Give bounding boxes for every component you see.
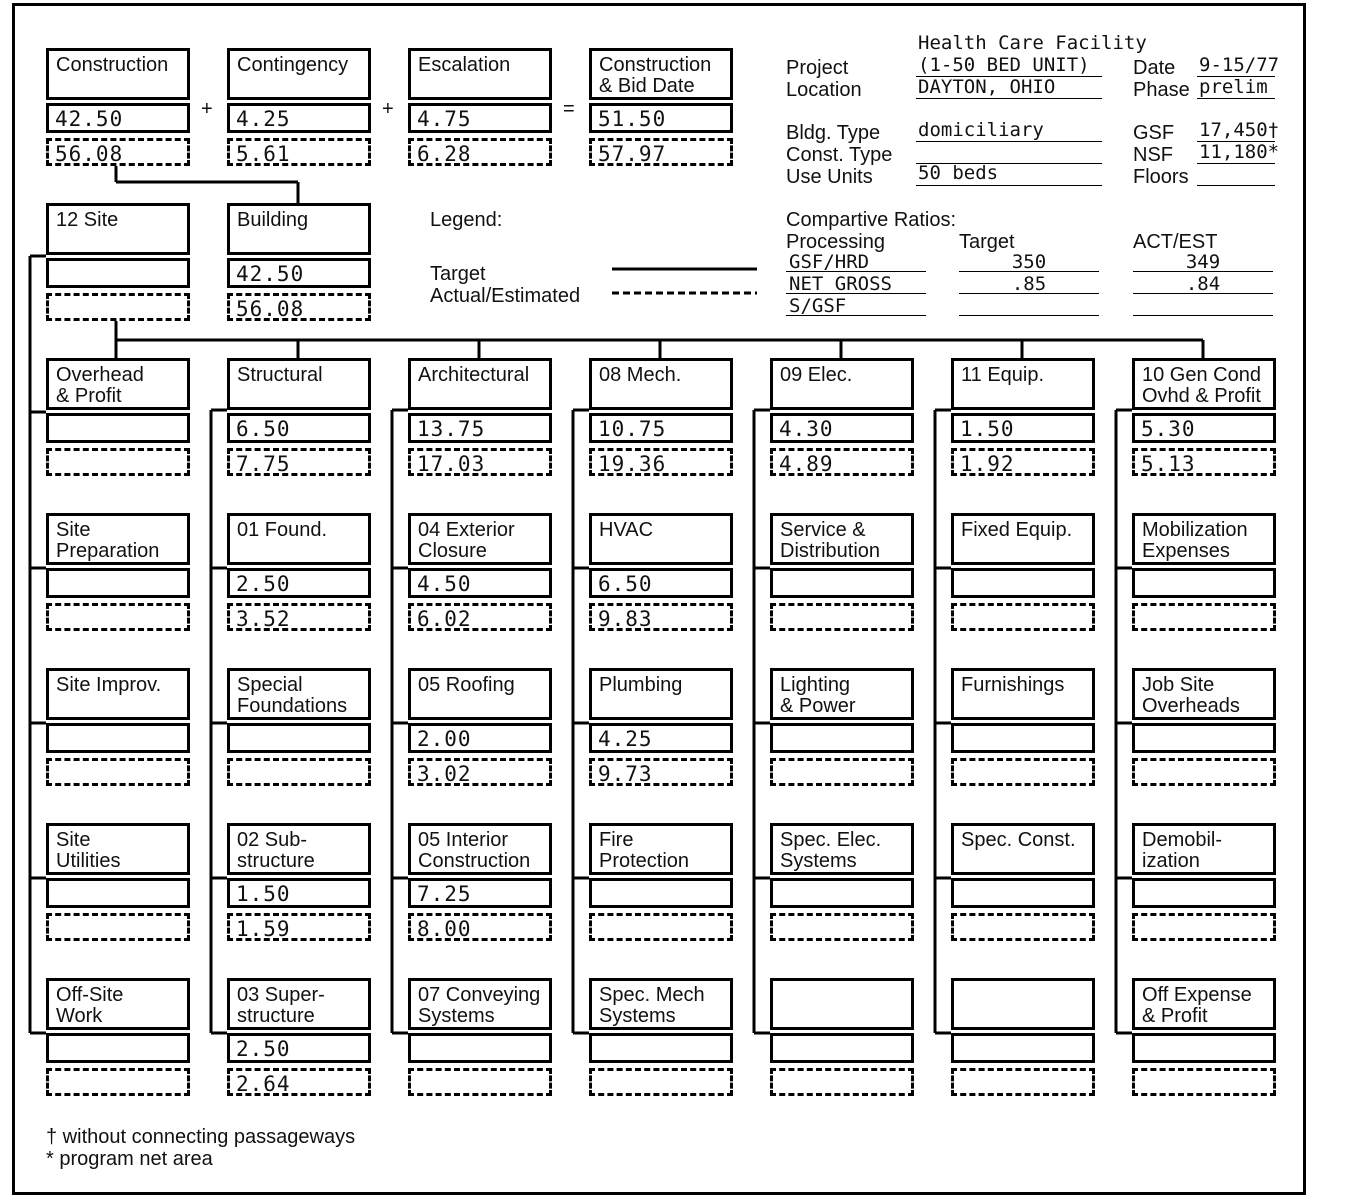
cost-element-target: 6.50: [236, 417, 291, 441]
cost-element-label: Site Utilities: [56, 829, 121, 872]
cost-element-label: 11 Equip.: [961, 364, 1045, 386]
cost-element-label: Plumbing: [599, 674, 683, 696]
gsf-label: GSF: [1133, 122, 1175, 144]
ratio-row-name: S/GSF: [789, 295, 847, 317]
ratios-title: Compartive Ratios:: [786, 209, 957, 231]
cost-element-target: 4.50: [417, 572, 472, 596]
ratio-underline: [786, 293, 926, 294]
ratios-col-target: Target: [959, 231, 1015, 253]
gsf-value: 17,450†: [1199, 119, 1280, 141]
cost-element-actual: 1.59: [236, 917, 291, 941]
cost-element-target: 7.25: [417, 882, 472, 906]
phase-label: Phase: [1133, 79, 1190, 101]
use-units-value: 50 beds: [918, 162, 999, 184]
cost-element-label: 08 Mech.: [599, 364, 682, 386]
use-units-underline: [916, 185, 1102, 186]
construction-actual: 56.08: [55, 142, 124, 166]
cost-element-actual: 5.13: [1141, 452, 1196, 476]
cost-element-target: 2.50: [236, 1037, 291, 1061]
cost-element-label: Fire Protection: [599, 829, 690, 872]
cost-element-actual: 7.75: [236, 452, 291, 476]
cost-element-label: 10 Gen Cond Ovhd & Profit: [1142, 364, 1261, 407]
cost-element-label: Spec. Elec. Systems: [780, 829, 882, 872]
const-type-label: Const. Type: [786, 144, 893, 166]
cost-element-target: 1.50: [960, 417, 1015, 441]
site-label: 12 Site: [56, 209, 119, 231]
construction-target: 42.50: [55, 107, 124, 131]
cost-element-label: 04 Exterior Closure: [418, 519, 515, 562]
cost-element-target: 10.75: [598, 417, 667, 441]
use-units-label: Use Units: [786, 166, 873, 188]
building-actual: 56.08: [236, 297, 305, 321]
ratios-col-processing: Processing: [786, 231, 885, 253]
ratio-underline: [786, 315, 926, 316]
contingency-actual: 5.61: [236, 142, 291, 166]
escalation-target: 4.75: [417, 107, 472, 131]
cost-element-label: 02 Sub- structure: [237, 829, 315, 872]
cost-element-label: Mobilization Expenses: [1142, 519, 1248, 562]
bldg-type-value: domiciliary: [918, 119, 1044, 141]
cost-element-label: 05 Roofing: [418, 674, 515, 696]
building-label: Building: [237, 209, 309, 231]
bid-label: Construction & Bid Date: [599, 54, 712, 97]
cost-element-actual: 3.02: [417, 762, 472, 786]
cost-element-label: Spec. Const.: [961, 829, 1076, 851]
escalation-label: Escalation: [418, 54, 511, 76]
cost-element-target: 4.25: [598, 727, 653, 751]
footnote-dagger: † without connecting passageways: [46, 1126, 356, 1148]
equals-sign: =: [563, 98, 575, 120]
cost-element-actual: 9.83: [598, 607, 653, 631]
ratio-underline: [1133, 315, 1273, 316]
ratios-col-act: ACT/EST: [1133, 231, 1218, 253]
floors-label: Floors: [1133, 166, 1189, 188]
ratio-row-name: GSF/HRD: [789, 251, 870, 273]
plus-sign: +: [201, 98, 213, 120]
cost-element-label: Demobil- ization: [1142, 829, 1223, 872]
cost-element-target: 13.75: [417, 417, 486, 441]
ratio-row-name: NET GROSS: [789, 273, 892, 295]
ratio-underline: [786, 271, 926, 272]
cost-element-actual: 2.64: [236, 1072, 291, 1096]
cost-element-actual: 6.02: [417, 607, 472, 631]
cost-element-target: 5.30: [1141, 417, 1196, 441]
ratio-row-target: 350: [1011, 251, 1047, 273]
construction-label: Construction: [56, 54, 169, 76]
phase-value: prelim: [1199, 76, 1268, 98]
ratio-row-target: .85: [1011, 273, 1047, 295]
date-label: Date: [1133, 57, 1176, 79]
cost-element-label: Special Foundations: [237, 674, 348, 717]
cost-element-label: Overhead & Profit: [56, 364, 144, 407]
bid-actual: 57.97: [598, 142, 667, 166]
cost-element-label: 09 Elec.: [780, 364, 853, 386]
cost-element-target: 2.50: [236, 572, 291, 596]
cost-element-actual: 8.00: [417, 917, 472, 941]
bldg-type-label: Bldg. Type: [786, 122, 881, 144]
project-value: Health Care Facility: [918, 32, 1147, 54]
cost-element-label: Site Improv.: [56, 674, 162, 696]
contingency-target: 4.25: [236, 107, 291, 131]
cost-element-label: 01 Found.: [237, 519, 328, 541]
cost-element-label: Furnishings: [961, 674, 1065, 696]
plus-sign: +: [382, 98, 394, 120]
ratio-row-act: 349: [1185, 251, 1221, 273]
bldg-type-underline: [916, 141, 1102, 142]
date-value: 9-15/77: [1199, 54, 1280, 76]
bid-target: 51.50: [598, 107, 667, 131]
cost-element-actual: 3.52: [236, 607, 291, 631]
cost-element-label: Off Expense & Profit: [1142, 984, 1252, 1027]
cost-element-label: 03 Super- structure: [237, 984, 325, 1027]
nsf-underline: [1197, 163, 1275, 164]
nsf-value: 11,180*: [1199, 141, 1280, 163]
ratio-row-act: .84: [1185, 273, 1221, 295]
cost-element-label: Lighting & Power: [780, 674, 856, 717]
cost-element-label: 07 Conveying Systems: [418, 984, 541, 1027]
location-value: DAYTON, OHIO: [918, 76, 1056, 98]
cost-element-label: Off-Site Work: [56, 984, 124, 1027]
legend-title: Legend:: [430, 209, 503, 231]
legend-target-label: Target: [430, 263, 486, 285]
cost-element-target: 1.50: [236, 882, 291, 906]
footnote-star: * program net area: [46, 1148, 213, 1170]
building-target: 42.50: [236, 262, 305, 286]
cost-element-label: Site Preparation: [56, 519, 160, 562]
ratio-underline: [1133, 293, 1273, 294]
cost-element-actual: 4.89: [779, 452, 834, 476]
phase-underline: [1197, 98, 1275, 99]
ratio-underline: [959, 315, 1099, 316]
cost-element-target: 2.00: [417, 727, 472, 751]
contingency-label: Contingency: [237, 54, 349, 76]
project-label: Project: [786, 57, 849, 79]
nsf-label: NSF: [1133, 144, 1173, 166]
project-value-2: (1-50 BED UNIT): [918, 54, 1090, 76]
cost-element-target: 6.50: [598, 572, 653, 596]
cost-element-label: Service & Distribution: [780, 519, 881, 562]
location-underline: [916, 98, 1102, 99]
ratio-underline: [1133, 271, 1273, 272]
cost-element-target: 4.30: [779, 417, 834, 441]
floors-underline: [1197, 185, 1275, 186]
ratio-underline: [959, 293, 1099, 294]
cost-element-actual: 9.73: [598, 762, 653, 786]
cost-element-actual: 1.92: [960, 452, 1015, 476]
cost-element-label: Architectural: [418, 364, 530, 386]
cost-element-label: HVAC: [599, 519, 654, 541]
cost-element-label: 05 Interior Construction: [418, 829, 531, 872]
location-label: Location: [786, 79, 862, 101]
cost-element-label: Structural: [237, 364, 323, 386]
cost-element-actual: 17.03: [417, 452, 486, 476]
cost-element-label: Fixed Equip.: [961, 519, 1073, 541]
cost-element-label: Spec. Mech Systems: [599, 984, 705, 1027]
cost-element-actual: 19.36: [598, 452, 667, 476]
ratio-underline: [959, 271, 1099, 272]
escalation-actual: 6.28: [417, 142, 472, 166]
legend-actual-label: Actual/Estimated: [430, 285, 581, 307]
cost-element-label: Job Site Overheads: [1142, 674, 1240, 717]
